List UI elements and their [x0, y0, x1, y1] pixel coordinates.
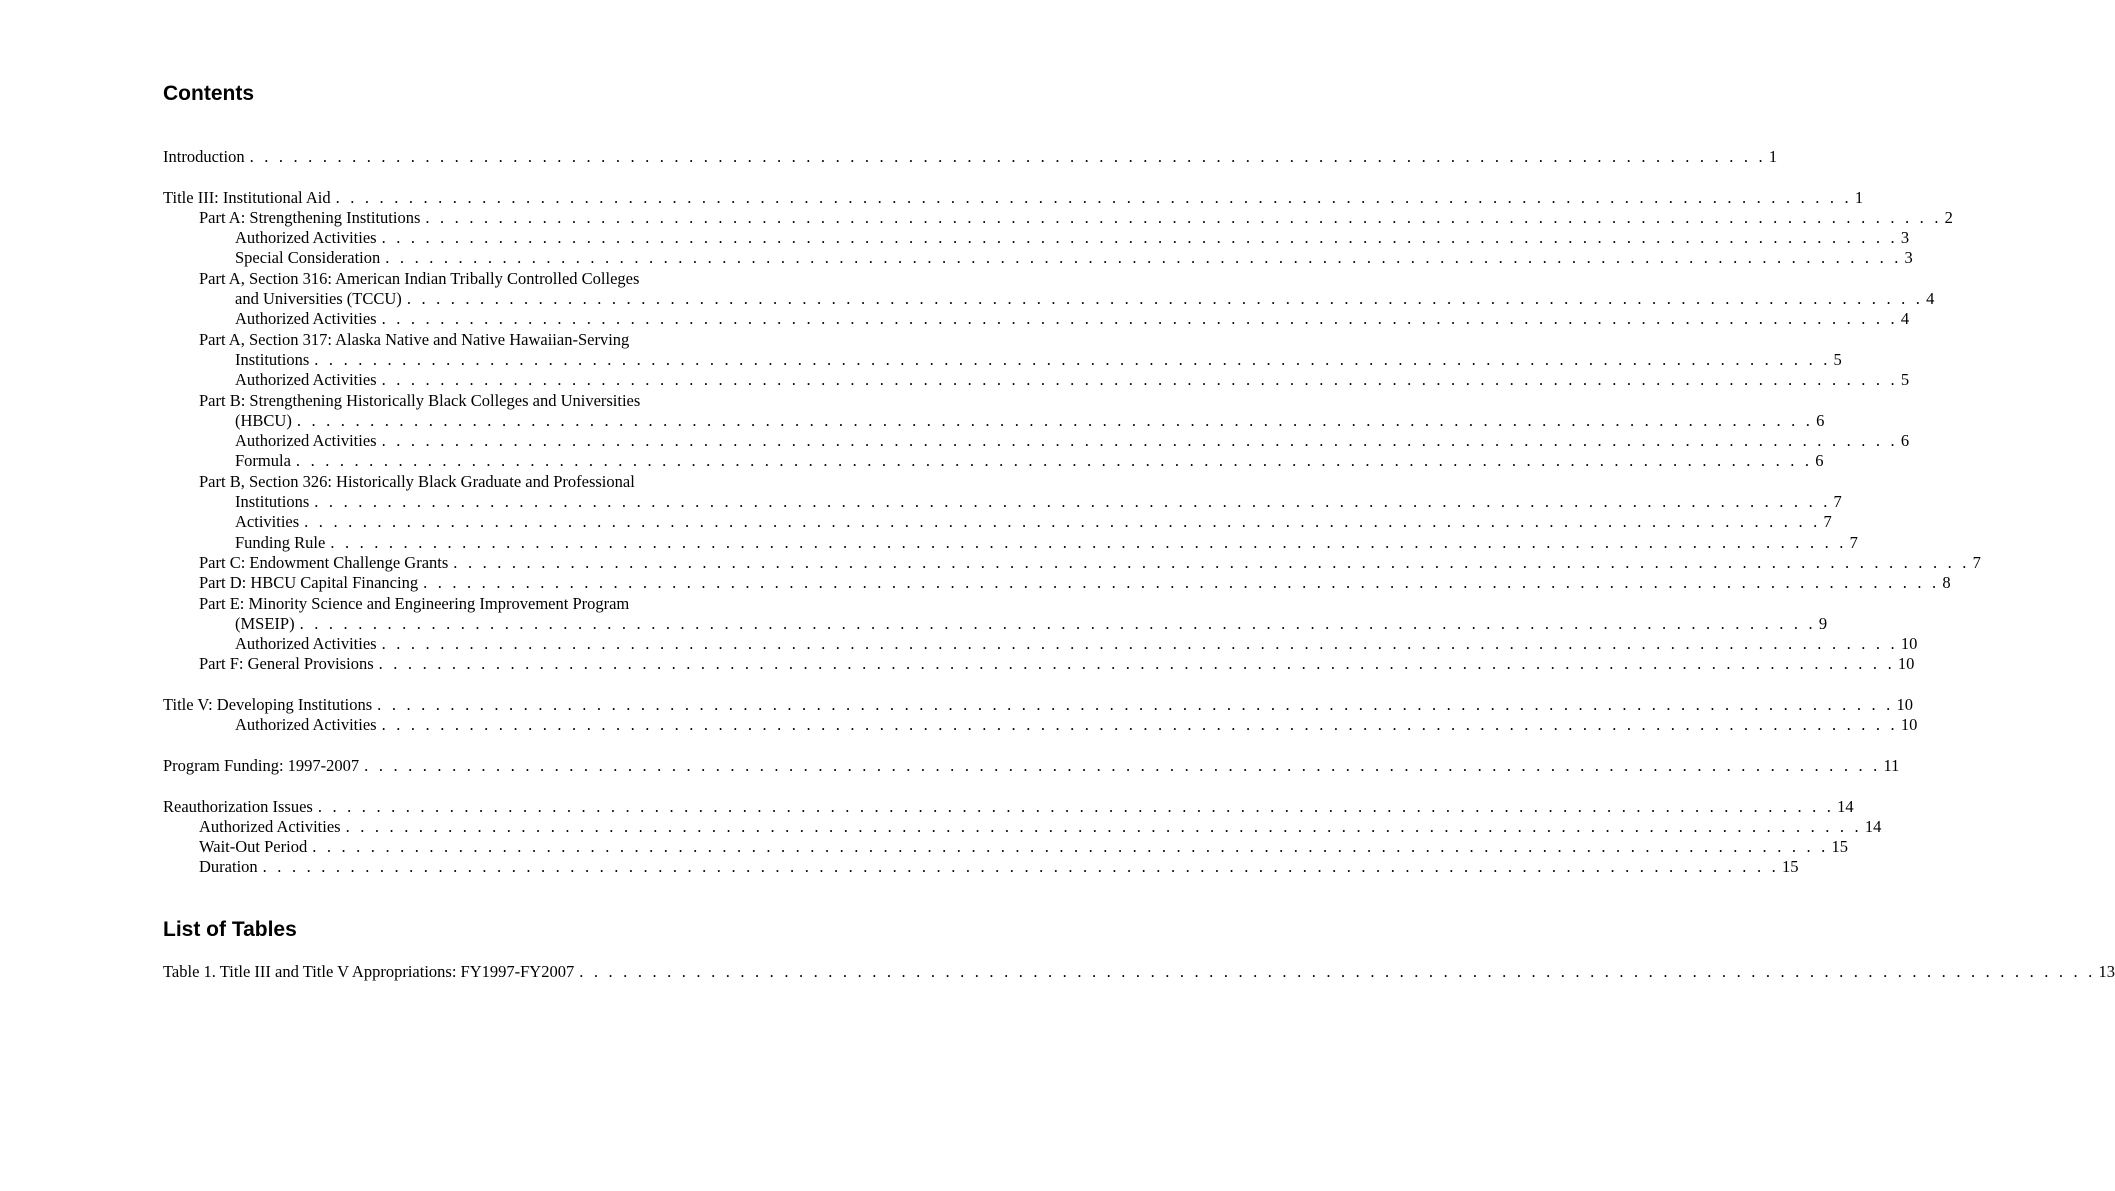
- dot-leader: . . . . . . . . . . . . . . . . . . . . . . . . . . . . . . . . . . . . . . . . . . . . . . . . . . . . . . . . . . . . . . . . . . . . . . . . . . . . . . . . . . . . . . . . . . . . . . . . . . . . . . . .: [381, 431, 1898, 451]
- toc-entry-label-continuation: Institutions: [235, 349, 310, 369]
- toc-entry-label: Introduction: [163, 147, 245, 166]
- toc-entry-page: 1: [1768, 147, 1778, 166]
- toc-entry-section-316-continuation[interactable]: [163, 289, 1935, 309]
- table-entry-table-1[interactable]: [163, 962, 2115, 982]
- dot-leader: . . . . . . . . . . . . . . . . . . . . . . . . . . . . . . . . . . . . . . . . . . . . . . . . . . . . . . . . . . . . . . . . . . . . . . . . . . . . . . . . . . . . . . . . . . . . . . . . . . . . . . . .: [295, 451, 1813, 471]
- dot-leader: . . . . . . . . . . . . . . . . . . . . . . . . . . . . . . . . . . . . . . . . . . . . . . . . . . . . . . . . . . . . . . . . . . . . . . . . . . . . . . . . . . . . . . . . . . . . . . . . . . . . . . . .: [296, 410, 1814, 430]
- toc-entry-title-iii[interactable]: [163, 187, 1864, 208]
- toc-entry-page: 14: [1864, 816, 1882, 836]
- toc-entry-page: 4: [1926, 289, 1935, 309]
- toc-entry-page: 1: [1854, 187, 1864, 207]
- toc-entry-page: 14: [1837, 796, 1854, 816]
- table-entry-page: 13: [2098, 962, 2115, 981]
- toc-entry-label: Authorized Activities: [199, 816, 341, 836]
- toc-entry-label: Duration: [199, 857, 258, 877]
- dot-leader: . . . . . . . . . . . . . . . . . . . . . . . . . . . . . . . . . . . . . . . . . . . . . . . . . . . . . . . . . . . . . . . . . . . . . . . . . . . . . . . . . . . . . . . . . . . . . . . . . . . . . . . .: [381, 634, 1898, 654]
- toc-entry-page: 10: [1896, 695, 1913, 715]
- toc-entry-section-316[interactable]: [163, 269, 759, 289]
- toc-entry-reauthorization-issues[interactable]: [163, 796, 1854, 817]
- toc-entry-page: 10: [1900, 715, 1918, 735]
- dot-leader: . . . . . . . . . . . . . . . . . . . . . . . . . . . . . . . . . . . . . . . . . . . . . . . . . . . . . . . . . . . . . . . . . . . . . . . . . . . . . . . . . . . . . . . . . . . . . . . . . . . . . . . .: [423, 573, 1940, 593]
- dot-leader: . . . . . . . . . . . . . . . . . . . . . . . . . . . . . . . . . . . . . . . . . . . . . . . . . . . . . . . . . . . . . . . . . . . . . . . . . . . . . . . . . . . . . . . . . . . . . . . . . . . . . . . .: [425, 207, 1942, 227]
- dot-leader: . . . . . . . . . . . . . . . . . . . . . . . . . . . . . . . . . . . . . . . . . . . . . . . . . . . . . . . . . . . . . . . . . . . . . . . . . . . . . . . . . . . . . . . . . . . . . . . . . . . . . . . .: [406, 289, 1924, 309]
- toc-entry-duration[interactable]: [163, 857, 1799, 877]
- toc-entry-title-v-authorized-activities[interactable]: [163, 715, 1918, 735]
- toc-entry-label: Funding Rule: [235, 532, 326, 552]
- toc-entry-section-317[interactable]: [163, 330, 759, 350]
- toc-entry-part-d[interactable]: [163, 573, 1951, 593]
- toc-entry-label: Part C: Endowment Challenge Grants: [199, 552, 449, 572]
- toc-entry-label: Activities: [235, 512, 300, 532]
- dot-leader: . . . . . . . . . . . . . . . . . . . . . . . . . . . . . . . . . . . . . . . . . . . . . . . . . . . . . . . . . . . . . . . . . . . . . . . . . . . . . . . . . . . . . . . . . . . . . . . . . . . . . . . .: [262, 857, 1779, 877]
- toc-entry-label: Part A, Section 317: Alaska Native and Native Hawaiian-Serving: [199, 329, 630, 349]
- toc-entry-label: Authorized Activities: [235, 715, 377, 735]
- toc-entry-label: Special Consideration: [235, 248, 381, 268]
- toc-entry-page: 6: [1816, 410, 1825, 430]
- toc-entry-label: Wait-Out Period: [199, 837, 308, 857]
- dot-leader: . . . . . . . . . . . . . . . . . . . . . . . . . . . . . . . . . . . . . . . . . . . . . . . . . . . . . . . . . . . . . . . . . . . . . . . . . . . . . . . . . . . . . . . . . . . . . . . . . . . . . . . .: [381, 228, 1898, 248]
- dot-leader: . . . . . . . . . . . . . . . . . . . . . . . . . . . . . . . . . . . . . . . . . . . . . . . . . . . . . . . . . . . . . . . . . . . . . . . . . . . . . . . . . . . . . . . . . . . . . . . . . . . . . . . .: [453, 552, 1970, 572]
- toc-entry-page: 7: [1849, 532, 1858, 552]
- toc-entry-label-continuation: (MSEIP): [235, 613, 295, 633]
- toc-entry-program-funding[interactable]: [163, 755, 1900, 776]
- toc-entry-page: 10: [1897, 654, 1915, 674]
- toc-entry-label: Formula: [235, 451, 291, 471]
- toc-entry-page: 6: [1900, 431, 1910, 451]
- dot-leader: . . . . . . . . . . . . . . . . . . . . . . . . . . . . . . . . . . . . . . . . . . . . . . . . . . . . . . . . . . . . . . . . . . . . . . . . . . . . . . . . . . . . . . . . . . . . . . . . . . . . . . . .: [377, 695, 1894, 715]
- dot-leader: . . . . . . . . . . . . . . . . . . . . . . . . . . . . . . . . . . . . . . . . . . . . . . . . . . . . . . . . . . . . . . . . . . . . . . . . . . . . . . . . . . . . . . . . . . . . . . . . . . . . . . . .: [249, 147, 1766, 166]
- toc-entry-page: 9: [1818, 613, 1828, 633]
- toc-entry-special-consideration[interactable]: [163, 248, 1913, 268]
- toc-entry-introduction[interactable]: [163, 147, 1778, 167]
- toc-entry-page: 3: [1900, 228, 1910, 248]
- toc-entry-formula[interactable]: [163, 451, 1824, 471]
- toc-entry-page: 5: [1833, 349, 1842, 369]
- dot-leader: . . . . . . . . . . . . . . . . . . . . . . . . . . . . . . . . . . . . . . . . . . . . . . . . . . . . . . . . . . . . . . . . . . . . . . . . . . . . . . . . . . . . . . . . . . . . . . . . . . . . . . . .: [312, 837, 1829, 857]
- toc-entry-label: Part A, Section 316: American Indian Tribally Controlled Colleges: [199, 268, 640, 288]
- toc-entry-part-e-continuation[interactable]: [163, 613, 1828, 634]
- dot-leader: . . . . . . . . . . . . . . . . . . . . . . . . . . . . . . . . . . . . . . . . . . . . . . . . . . . . . . . . . . . . . . . . . . . . . . . . . . . . . . . . . . . . . . . . . . . . . . . . . . . . . . . .: [579, 962, 2096, 981]
- dot-leader: . . . . . . . . . . . . . . . . . . . . . . . . . . . . . . . . . . . . . . . . . . . . . . . . . . . . . . . . . . . . . . . . . . . . . . . . . . . . . . . . . . . . . . . . . . . . . . . . . . . . . . . .: [304, 512, 1821, 532]
- dot-leader: . . . . . . . . . . . . . . . . . . . . . . . . . . . . . . . . . . . . . . . . . . . . . . . . . . . . . . . . . . . . . . . . . . . . . . . . . . . . . . . . . . . . . . . . . . . . . . . . . . . . . . . .: [314, 349, 1831, 369]
- toc-entry-page: 6: [1815, 451, 1824, 471]
- dot-leader: . . . . . . . . . . . . . . . . . . . . . . . . . . . . . . . . . . . . . . . . . . . . . . . . . . . . . . . . . . . . . . . . . . . . . . . . . . . . . . . . . . . . . . . . . . . . . . . . . . . . . . . .: [345, 816, 1862, 836]
- toc-entry-part-a[interactable]: [163, 207, 1953, 228]
- toc-entry-page: 7: [1972, 552, 1981, 572]
- toc-entry-label: Reauthorization Issues: [163, 796, 313, 816]
- toc-entry-label-continuation: (HBCU): [235, 410, 292, 430]
- toc-entry-part-a-authorized-activities[interactable]: [163, 228, 1910, 248]
- toc-entry-page: 3: [1904, 248, 1913, 268]
- dot-leader: . . . . . . . . . . . . . . . . . . . . . . . . . . . . . . . . . . . . . . . . . . . . . . . . . . . . . . . . . . . . . . . . . . . . . . . . . . . . . . . . . . . . . . . . . . . . . . . . . . . . . . . .: [381, 715, 1898, 735]
- toc-entry-label: Part A: Strengthening Institutions: [199, 207, 421, 227]
- toc-entry-reauthorization-authorized-activities[interactable]: [163, 816, 1882, 837]
- toc-entry-part-c[interactable]: [163, 552, 1981, 573]
- toc-entry-section-326[interactable]: [163, 472, 759, 492]
- toc-entry-part-f[interactable]: [163, 654, 1915, 674]
- list-of-tables-heading: List of Tables: [163, 918, 297, 941]
- toc-entry-label: Part E: Minority Science and Engineering Improvement Program: [199, 593, 630, 613]
- toc-entry-page: 15: [1831, 837, 1848, 857]
- toc-entry-page: 15: [1781, 857, 1799, 877]
- toc-entry-page: 5: [1900, 370, 1910, 390]
- toc-entry-label: Program Funding: 1997-2007: [163, 755, 360, 775]
- toc-entry-label-continuation: and Universities (TCCU): [235, 289, 402, 309]
- list-of-tables: [163, 962, 2115, 982]
- toc-entry-label: Part B, Section 326: Historically Black Graduate and Professional: [199, 471, 635, 491]
- toc-entry-label: Title III: Institutional Aid: [163, 187, 331, 207]
- dot-leader: . . . . . . . . . . . . . . . . . . . . . . . . . . . . . . . . . . . . . . . . . . . . . . . . . . . . . . . . . . . . . . . . . . . . . . . . . . . . . . . . . . . . . . . . . . . . . . . . . . . . . . . .: [364, 755, 1881, 775]
- toc-entry-funding-rule[interactable]: [163, 532, 1858, 553]
- toc-entry-label-continuation: Institutions: [235, 492, 310, 512]
- table-entry-label: Table 1. Title III and Title V Appropriations: FY1997-FY2007: [163, 962, 575, 981]
- dot-leader: . . . . . . . . . . . . . . . . . . . . . . . . . . . . . . . . . . . . . . . . . . . . . . . . . . . . . . . . . . . . . . . . . . . . . . . . . . . . . . . . . . . . . . . . . . . . . . . . . . . . . . . .: [381, 309, 1898, 329]
- toc-entry-part-b-authorized-activities[interactable]: [163, 431, 1910, 451]
- toc-entry-label: Part F: General Provisions: [199, 654, 374, 674]
- toc-entry-label: Authorized Activities: [235, 431, 377, 451]
- toc-entry-label: Authorized Activities: [235, 634, 377, 654]
- dot-leader: . . . . . . . . . . . . . . . . . . . . . . . . . . . . . . . . . . . . . . . . . . . . . . . . . . . . . . . . . . . . . . . . . . . . . . . . . . . . . . . . . . . . . . . . . . . . . . . . . . . . . . . .: [299, 613, 1816, 633]
- toc-entry-section-326-activities[interactable]: [163, 512, 1832, 532]
- toc-entry-page: 10: [1900, 634, 1918, 654]
- toc-entry-label: Part D: HBCU Capital Financing: [199, 573, 419, 593]
- toc-entry-label: Authorized Activities: [235, 370, 377, 390]
- toc-entry-label: Title V: Developing Institutions: [163, 695, 373, 715]
- toc-entry-label: Part B: Strengthening Historically Black Colleges and Universities: [199, 390, 641, 410]
- dot-leader: . . . . . . . . . . . . . . . . . . . . . . . . . . . . . . . . . . . . . . . . . . . . . . . . . . . . . . . . . . . . . . . . . . . . . . . . . . . . . . . . . . . . . . . . . . . . . . . . . . . . . . . .: [317, 796, 1835, 816]
- toc-entry-part-e[interactable]: [163, 594, 759, 614]
- toc-entry-page: 11: [1883, 755, 1900, 775]
- dot-leader: . . . . . . . . . . . . . . . . . . . . . . . . . . . . . . . . . . . . . . . . . . . . . . . . . . . . . . . . . . . . . . . . . . . . . . . . . . . . . . . . . . . . . . . . . . . . . . . . . . . . . . . .: [314, 492, 1831, 512]
- dot-leader: . . . . . . . . . . . . . . . . . . . . . . . . . . . . . . . . . . . . . . . . . . . . . . . . . . . . . . . . . . . . . . . . . . . . . . . . . . . . . . . . . . . . . . . . . . . . . . . . . . . . . . . .: [378, 654, 1895, 674]
- toc-entry-part-e-authorized-activities[interactable]: [163, 634, 1918, 654]
- toc-entry-page: 7: [1823, 512, 1832, 532]
- dot-leader: . . . . . . . . . . . . . . . . . . . . . . . . . . . . . . . . . . . . . . . . . . . . . . . . . . . . . . . . . . . . . . . . . . . . . . . . . . . . . . . . . . . . . . . . . . . . . . . . . . . . . . . .: [335, 187, 1852, 207]
- toc-entry-section-326-continuation[interactable]: [163, 492, 1842, 512]
- toc-entry-page: 2: [1944, 207, 1953, 227]
- toc-entry-label: Authorized Activities: [235, 228, 377, 248]
- toc-entry-page: 8: [1942, 573, 1951, 593]
- toc-entry-part-b[interactable]: [163, 391, 759, 411]
- toc-entry-page: 7: [1833, 492, 1842, 512]
- toc-entry-wait-out-period[interactable]: [163, 837, 1848, 857]
- toc-entry-title-v[interactable]: [163, 695, 1913, 715]
- toc-entry-part-b-continuation[interactable]: [163, 410, 1825, 431]
- toc-entry-label: Authorized Activities: [235, 309, 377, 329]
- dot-leader: . . . . . . . . . . . . . . . . . . . . . . . . . . . . . . . . . . . . . . . . . . . . . . . . . . . . . . . . . . . . . . . . . . . . . . . . . . . . . . . . . . . . . . . . . . . . . . . . . . . . . . . .: [330, 532, 1847, 552]
- contents-heading: Contents: [163, 82, 254, 105]
- dot-leader: . . . . . . . . . . . . . . . . . . . . . . . . . . . . . . . . . . . . . . . . . . . . . . . . . . . . . . . . . . . . . . . . . . . . . . . . . . . . . . . . . . . . . . . . . . . . . . . . . . . . . . . .: [381, 370, 1898, 390]
- toc-entry-section-316-authorized-activities[interactable]: [163, 309, 1910, 329]
- table-of-contents: [163, 147, 1981, 878]
- toc-entry-section-317-authorized-activities[interactable]: [163, 370, 1910, 390]
- dot-leader: . . . . . . . . . . . . . . . . . . . . . . . . . . . . . . . . . . . . . . . . . . . . . . . . . . . . . . . . . . . . . . . . . . . . . . . . . . . . . . . . . . . . . . . . . . . . . . . . . . . . . . . .: [385, 248, 1902, 268]
- toc-entry-section-317-continuation[interactable]: [163, 349, 1842, 370]
- toc-entry-page: 4: [1900, 309, 1910, 329]
